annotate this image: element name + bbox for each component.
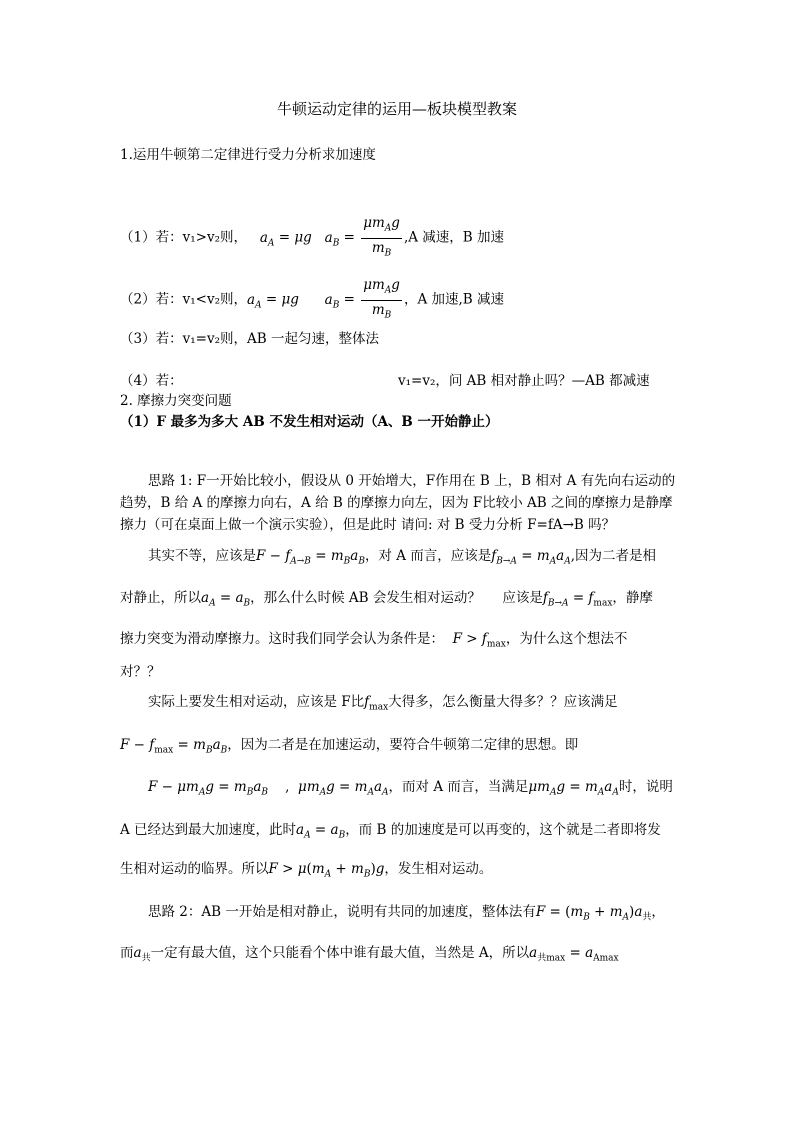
paragraph-line-6: 实际上要发生相对运动，应该是 F比$f_{max}$大得多，怎么衡量大得多？？应该满足 (148, 694, 618, 713)
paragraph-line-11: 思路 2：AB 一开始是相对静止，说明有共同的加速度，整体法有$F = (m_B + m_A)a_共$， (148, 904, 665, 923)
text-fragment: 其实不等，应该是 (148, 548, 256, 564)
text-fragment: ，因为二者是在加速运动，要符合牛顿第二定律的思想。即 (227, 737, 579, 753)
page-title: 牛顿运动定律的运用—板块模型教案 (276, 100, 517, 118)
paragraph-line-5: 对？？ (120, 664, 161, 680)
text-fragment: ，那么什么时候 AB 会发生相对运动？ (250, 590, 481, 606)
case-1-fraction: $\frac{\mu m_Ag}{m_B}$ (363, 215, 400, 259)
paragraph-line-3: 对静止，所以$a_A = a_B$，那么什么时候 AB 会发生相对运动？ 应该是$f_{B\to A} = f_{max}$，静摩 (120, 590, 653, 609)
text-fragment: ,因为二者是相 (570, 548, 656, 564)
section-1-heading: 1.运用牛顿第二定律进行受力分析求加速度 (120, 147, 376, 163)
text-fragment: 一定有最大值，这个只能看个体中谁有最大值，当然是 A，所以 (150, 945, 530, 961)
case-1-condition: v₁>v₂则， (182, 229, 247, 246)
text-fragment: ，为什么这个想法不 (505, 631, 628, 647)
text-fragment: A 已经达到最大加速度，此时 (120, 822, 297, 838)
case-2-fraction: $\frac{\mu m_Ag}{m_B}$ (363, 277, 400, 321)
paragraph-line-9: A 已经达到最大加速度，此时$a_A = a_B$，而 B 的加速度是可以再变的，这个就是二者即将发 (120, 822, 661, 841)
paragraph-line-2: 其实不等，应该是$F - f_{A\to B} = m_Ba_B$，对 A 而言，应该是$f_{B\to A} = m_Aa_A$,因为二者是相 (148, 548, 656, 567)
case-4-text: v₁=v₂，问 AB 相对静止吗？—AB 都减速 (398, 373, 650, 389)
subsection-1-heading: （1）F 最多为多大 AB 不发生相对运动（A、B 一开始静止） (120, 414, 499, 430)
case-4-label: （4）若： (120, 373, 183, 389)
text-fragment: 擦力突变为滑动摩擦力。这时我们同学会认为条件是： (120, 631, 444, 647)
case-3-line: （3）若：v₁=v₂则，AB 一起匀速，整体法 (120, 331, 379, 347)
paragraph-line-7: $F - f_{max} = m_Ba_B$，因为二者是在加速运动，要符合牛顿第二定律的思想。即 (120, 737, 579, 756)
case-2-line: （2）若：v₁<v₂则，$a_A = \mu g$ $a_B$ = $\frac{\mu m_Ag}{m_B}$ ，A 加速,B 减速 (120, 276, 504, 324)
text-fragment: 生相对运动的临界。所以 (120, 861, 269, 877)
paragraph-line-10: 生相对运动的临界。所以$F > \mu(m_A + m_B)g$，发生相对运动。 (120, 861, 493, 880)
paragraph-line-12: 而$a_共$一定有最大值，这个只能看个体中谁有最大值，当然是 A，所以$a_{共max} = a_{Amax}$ (120, 945, 619, 964)
case-1-suffix: ,A 减速，B 加速 (403, 229, 504, 246)
text-fragment: 实际上要发生相对运动，应该是 F比 (148, 694, 365, 710)
paragraph-line-8: $F - \mu m_Ag = m_Ba_B$ , $\mu m_Ag = m_Aa_A$，而对 A 而言，当满足$\mu m_Ag = m_Aa_A$时，说明 (148, 779, 673, 798)
text-fragment: 大得多，怎么衡量大得多？？应该满足 (388, 694, 618, 710)
text-fragment: ，对 A 而言，应该是 (364, 548, 492, 564)
case-2-condition: v₁<v₂则， (182, 291, 247, 308)
text-fragment: 时，说明 (618, 779, 673, 795)
text-fragment: ，而对 A 而言，当满足 (388, 779, 529, 795)
text-fragment: 而 (120, 945, 134, 961)
case-2-prefix: （2）若： (120, 291, 183, 308)
text-fragment: ，发生相对运动。 (384, 861, 493, 877)
text-fragment: 应该是 (502, 590, 543, 606)
section-2-heading: 2. 摩擦力突变问题 (120, 393, 232, 409)
text-fragment: ，静摩 (612, 590, 653, 606)
case-1-line: （1）若：v₁>v₂则， $a_A = \mu g$ $a_B$ = $\frac{\mu m_Ag}{m_B}$ ,A 减速，B 加速 (120, 214, 504, 262)
text-fragment: 思路 2：AB 一开始是相对静止，说明有共同的加速度，整体法有 (148, 904, 536, 920)
text-fragment: ，而 B 的加速度是可以再变的，这个就是二者即将发 (345, 822, 661, 838)
paragraph-line-4: 擦力突变为滑动摩擦力。这时我们同学会认为条件是： $F > f_{max}$，为什么这个想法不 (120, 631, 628, 650)
case-2-suffix: ，A 加速,B 减速 (403, 291, 504, 308)
text-fragment: 对静止，所以 (120, 590, 201, 606)
case-1-prefix: （1）若： (120, 229, 183, 246)
paragraph-thought-1: 思路 1: F一开始比较小，假设从 0 开始增大，F作用在 B 上，B 相对 A 有先向右运动的趋势，B 给 A 的摩擦力向右，A 给 B 的摩擦力向左，因为 F比较小 AB 之间的摩擦力是静摩擦力（可在桌面上做一个演示实验），但是此时 请问: 对 B 受力分析 F=fA→B 吗？ (120, 473, 676, 533)
